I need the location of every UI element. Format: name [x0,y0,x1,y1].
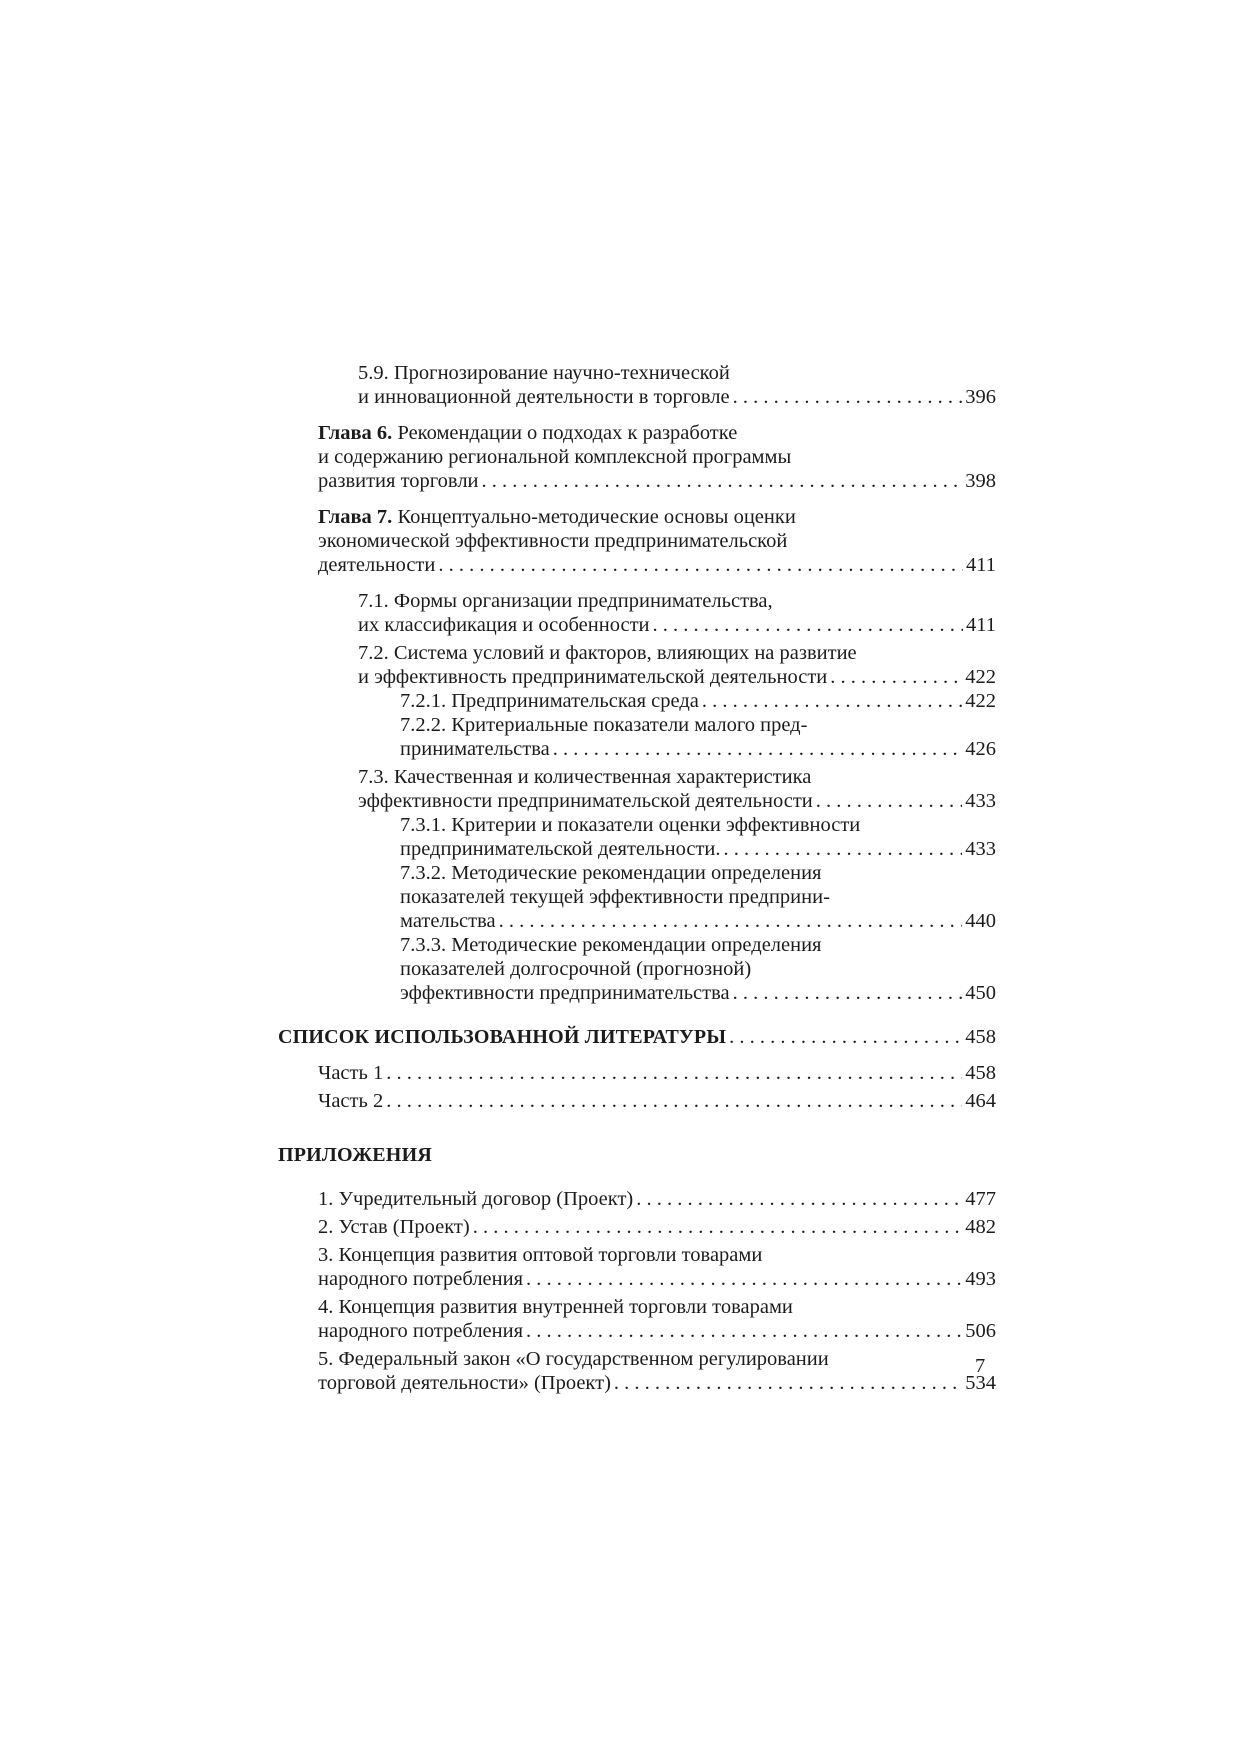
toc-entry-title-line: Часть 1 [318,1062,384,1084]
dot-leader [482,469,963,493]
dot-leader [724,837,963,861]
toc-entry-7-2[interactable] [358,641,996,689]
toc-entry-title-line: 5.9. Прогнозирование научно-технической [358,362,730,384]
toc-entry-chapter-7[interactable] [318,505,996,577]
toc-entry-title-line: эффективности предпринимательской деятельности [358,790,813,812]
toc-entry-title-line: народного потребления [318,1268,524,1290]
toc-page-number: 433 [965,790,996,812]
toc-entry-title-line: 7.2.1. Предпринимательская среда [400,690,699,712]
toc-page-number: 477 [965,1188,996,1210]
toc-entry-title-line: 7.2. Система условий и факторов, влияющих на развитие [358,642,857,664]
toc-page-number: 426 [965,738,996,760]
toc-entry-7-2-1[interactable] [400,689,996,713]
toc-entry-title-line: 7.2.2. Критериальные показатели малого пред- [400,714,808,736]
toc-entry-7-3-1[interactable] [400,813,996,861]
toc-page-number: 433 [965,838,996,860]
dot-leader [702,689,962,713]
toc-page-number: 482 [965,1216,996,1238]
toc-entry-title-line: 7.3. Качественная и количественная характеристика [358,766,812,788]
toc-page-number: 398 [965,470,996,492]
toc-entry-title-line: их классификация и особенности [358,614,650,636]
toc-entry-bibliography[interactable] [278,1025,996,1049]
toc-entry-title-line: показателей долгосрочной (прогнозной) [400,958,752,980]
dot-leader [526,1267,962,1291]
dot-leader [816,789,962,813]
toc-entry-chapter-6[interactable] [318,421,996,493]
toc-page-number: 458 [965,1062,996,1084]
toc-page-number: 440 [965,910,996,932]
toc-entry-7-3-3[interactable] [400,933,996,1005]
toc-entry-title-line: 7.3.3. Методические рекомендации определения [400,934,822,956]
dot-leader [386,1061,962,1085]
dot-leader [729,1025,962,1049]
toc-page-number: 411 [966,554,996,576]
toc-entry-title-line: 7.3.2. Методические рекомендации определения [400,862,822,884]
toc-page-number: 411 [966,614,996,636]
toc-entry-title-line: предпринимательской деятельности. [400,838,721,860]
page-number: 7 [975,1355,986,1377]
toc-entry-title-line: и эффективность предпринимательской деятельности [358,666,828,688]
toc-entry-title-line: 3. Концепция развития оптовой торговли товарами [318,1244,763,1266]
toc-entry-title-line: принимательства [400,738,550,760]
toc-entry-title-line: народного потребления [318,1320,524,1342]
dot-leader [473,1215,963,1239]
toc-entry-appendix-1[interactable] [318,1187,996,1211]
dot-leader [733,385,963,409]
toc-entry-title-line: торговой деятельности» (Проект) [318,1372,611,1394]
toc-entry-title-line: 7.1. Формы организации предпринимательства, [358,590,773,612]
toc-page-number: 396 [965,386,996,408]
dot-leader [636,1187,962,1211]
toc-section-appendices [278,1143,996,1167]
dot-leader [614,1371,962,1395]
toc-entry-5-9[interactable] [358,361,996,409]
toc-page-number: 534 [965,1372,996,1394]
toc-page-number: 493 [965,1268,996,1290]
section-heading: ПРИЛОЖЕНИЯ [278,1144,432,1166]
toc-entry-title-line: деятельности [318,554,436,576]
toc-entry-title-line: Часть 2 [318,1090,384,1112]
toc-entry-title-line: и содержанию региональной комплексной программы [318,446,792,468]
toc-entry-title-line: развития торговли [318,470,479,492]
dot-leader [526,1319,962,1343]
toc-entry-appendix-2[interactable] [318,1215,996,1239]
toc-page-number: 422 [965,666,996,688]
chapter-label: Глава 6. [318,422,393,444]
toc-entry-title-line: показателей текущей эффективности предприни- [400,886,830,908]
dot-leader [553,737,963,761]
dot-leader [386,1089,962,1113]
toc-entry-title-line: экономической эффективности предпринимательской [318,530,788,552]
toc-entry-title-line: мательства [400,910,496,932]
toc-entry-title-line: Рекомендации о подходах к разработке [392,422,738,444]
toc-entry-title-line: СПИСОК ИСПОЛЬЗОВАННОЙ ЛИТЕРАТУРЫ [278,1026,727,1048]
toc-entry-part-2[interactable] [318,1089,996,1113]
toc-page-number: 422 [965,690,996,712]
dot-leader [499,909,963,933]
dot-leader [733,981,963,1005]
toc-entry-7-3-2[interactable] [400,861,996,933]
dot-leader [438,553,963,577]
toc-entry-title-line: 2. Устав (Проект) [318,1216,470,1238]
dot-leader [653,613,964,637]
toc-entry-7-2-2[interactable] [400,713,996,761]
toc-entry-title-line: 4. Концепция развития внутренней торговли товарами [318,1296,793,1318]
toc-entry-title-line: 1. Учредительный договор (Проект) [318,1188,634,1210]
toc-page-number: 464 [965,1090,996,1112]
chapter-label: Глава 7. [318,506,393,528]
toc-entry-appendix-4[interactable] [318,1295,996,1343]
toc-entry-title-line: 7.3.1. Критерии и показатели оценки эффективности [400,814,861,836]
toc-page-number: 506 [965,1320,996,1342]
toc-entry-title-line: Концептуально-методические основы оценки [392,506,796,528]
toc-entry-7-1[interactable] [358,589,996,637]
toc-entry-title-line: 5. Федеральный закон «О государственном регулировании [318,1348,829,1370]
toc-entry-7-3[interactable] [358,765,996,813]
toc-page-number: 458 [965,1026,996,1048]
toc-entry-title-line: и инновационной деятельности в торговле [358,386,730,408]
dot-leader [830,665,962,689]
toc-entry-title-line: эффективности предпринимательства [400,982,730,1004]
toc-entry-appendix-5[interactable] [318,1347,996,1395]
table-of-contents [278,361,996,1395]
toc-entry-part-1[interactable] [318,1061,996,1085]
toc-entry-appendix-3[interactable] [318,1243,996,1291]
toc-page-number: 450 [965,982,996,1004]
